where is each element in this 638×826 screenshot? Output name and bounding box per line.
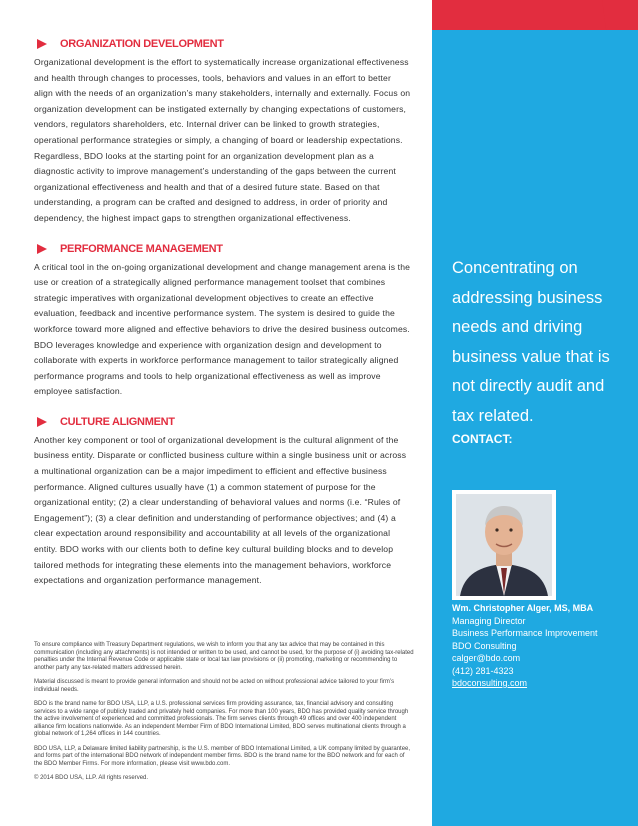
portrait-icon bbox=[456, 494, 552, 596]
section-title: CULTURE ALIGNMENT bbox=[60, 415, 175, 428]
section-body: Organizational development is the effort to systematically increase organizational effectiveness and health through changes to processes, tools, behaviors and values in an effort to better align with the needs of an organization’s many stakeholders, internally and externally. Focus on organization development can be instigated externally by changing expectations of customers, vendors, regulators shareholders, etc. Internal driver can be linked to growth strategies, operational performance strategies or simply, a changing of board or leadership expectations. Regardless, BDO looks at the starting point for an organization development plan as a diagnostic activity to improve management’s understanding of the gaps between the current organizational effectiveness and health and that of a desired future state. Based on that understanding, a program can be crafted and designed to address, in order of priority and dependency, the highest impact gaps to strengthen organizational effectiveness. bbox=[34, 57, 411, 223]
contact-website-link[interactable]: bdoconsulting.com bbox=[452, 678, 528, 688]
section-body: A critical tool in the on-going organizational development and change management arena is the use or creation of a strategically aligned performance management toolset that combines strategic imperatives with organizational development objectives to create an effective evaluation, feedback and incentive performance system. The system is desired to guide the workforce toward more aligned and effective behaviors to drive the desired business outcomes. BDO leverages knowledge and experience with organization design and development to collaborate with experts in workforce performance management to tailor strategically aligned performance programs and tools to help organizational effectiveness as well as improve employee satisfaction. bbox=[34, 261, 411, 397]
section-culture-alignment bbox=[34, 412, 412, 589]
triangle-bullet-icon bbox=[37, 417, 47, 427]
footer-treasury-notice: To ensure compliance with Treasury Department regulations, we wish to inform you that any tax advice that may be contained in this communication (including any attachments) is not intended or written to be used, and cannot be used, for the purpose of (i) avoiding tax-related penalties under the Internal Revenue Code or applicable state or local tax law provisions or (ii) promoting, marketing or recommending to another party any tax-related matters addressed herein. bbox=[34, 642, 414, 671]
contact-photo bbox=[452, 490, 556, 600]
contact-company: BDO Consulting bbox=[452, 640, 517, 651]
triangle-bullet-icon bbox=[37, 244, 47, 254]
footer-material-notice: Material discussed is meant to provide general information and should not be acted on without professional advice tailored to your firm’s individual needs. bbox=[34, 679, 395, 693]
section-heading bbox=[34, 34, 412, 54]
section-title: PERFORMANCE MANAGEMENT bbox=[60, 242, 223, 255]
contact-phone: (412) 281-4323 bbox=[452, 665, 514, 676]
section-body: Another key component or tool of organizational development is the cultural alignment of the business entity. Disparate or conflicted business culture within a single business unit or across a multinational organization can be a major impediment to efficient and effective business performance. Aligned cultures usually have (1) a common statement of purpose for the organizational entity; (2) a clear understanding of behavioral values and norms (i.e. “Rules of Engagement”); (3) a clear definition and understanding of performance objectives; and (4) a clear expectation around responsibility and accountability at all levels of the organizational entity. BDO works with our clients both to define key cultural building blocks and to develop tailored methods for integrating these elements into the management behaviors, workforce expectations and organization performance management. bbox=[34, 434, 407, 586]
section-heading bbox=[34, 239, 412, 259]
triangle-bullet-icon bbox=[37, 39, 47, 49]
footer-bdo-llp: BDO USA, LLP, a Delaware limited liability partnership, is the U.S. member of BDO International Limited, a UK company limited by guarantee, and forms part of the international BDO network of independent member firms. BDO is the brand name for the BDO network and for each of the BDO Member Firms. For more information, please visit www.bdo.com. bbox=[34, 745, 411, 767]
contact-heading: CONTACT: bbox=[452, 432, 513, 446]
footer-bdo-brand: BDO is the brand name for BDO USA, LLP, a U.S. professional services firm providing assurance, tax, financial advisory and consulting services to a wide range of publicly traded and privately held companies. For more than 100 years, BDO has provided quality service through the active involvement of experienced and committed professionals. The firm serves clients through 49 offices and over 400 independent alliance firm locations nationwide. As an independent Member Firm of BDO International Limited, BDO serves multinational clients through a global network of 1,264 offices in 144 countries. bbox=[34, 701, 409, 737]
pull-quote: Concentrating on addressing business needs and driving business value that is not directly audit and tax related. bbox=[452, 259, 610, 425]
contact-title: Managing Director bbox=[452, 615, 526, 626]
contact-email[interactable]: calger@bdo.com bbox=[452, 653, 521, 663]
contact-name: Wm. Christopher Alger, MS, MBA bbox=[452, 603, 594, 613]
footer-copyright: © 2014 BDO USA, LLP. All rights reserved. bbox=[34, 775, 149, 781]
section-title: ORGANIZATION DEVELOPMENT bbox=[60, 38, 224, 50]
section-performance-management bbox=[34, 239, 412, 400]
section-organization-development bbox=[34, 34, 412, 227]
footer-disclaimer bbox=[34, 642, 414, 790]
section-heading bbox=[34, 412, 412, 432]
contact-card bbox=[452, 602, 632, 690]
contact-department: Business Performance Improvement bbox=[452, 628, 598, 638]
main-content bbox=[34, 34, 412, 601]
